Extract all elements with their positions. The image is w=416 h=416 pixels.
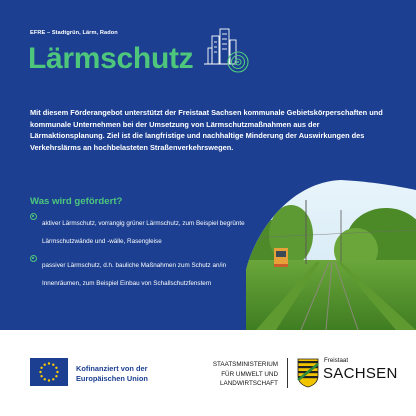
city-buildings-target-icon xyxy=(200,24,252,76)
eu-flag-icon xyxy=(30,358,68,386)
list-item-text: passiver Lärmschutz, d.h. bauliche Maßnahmen zum Schutz an/in Innenräumen, zum Beispiel Einbau von Schallschutzfenstern xyxy=(42,262,227,287)
bullet-circle-icon xyxy=(30,213,37,220)
list-item-text: aktiver Lärmschutz, vorrangig grüner Lärmschutz, zum Beispiel begrünte Lärmschutzwände und -wälle, Rasengleise xyxy=(42,220,245,245)
land-label-big: SACHSEN xyxy=(323,365,398,382)
tram-on-green-track-photo xyxy=(246,180,416,330)
logo-divider xyxy=(287,358,288,388)
ministry-name: STAATSMINISTERIUM FÜR UMWELT UND LANDWIRTSCHAFT xyxy=(212,361,278,388)
eu-cofunding-label: Kofinanziert von der Europäischen Union xyxy=(76,364,148,383)
land-label-small: Freistaat xyxy=(324,357,349,364)
funded-heading: Was wird gefördert? xyxy=(30,196,123,207)
list-item xyxy=(30,212,252,248)
intro-text: Mit diesem Förderangebot unterstützt der Freistaat Sachsen kommunale Gebietskörperschaften und kommunale Unternehmen bei der Umsetzung von Lärmschutzmaßnahmen aus der Lärmaktionsplanung. Ziel ist die langfristige und nachhaltige Minderung der Auswirkungen des Verkehrslärms an hochbelasteten Straßenverkehrswegen. xyxy=(30,108,383,152)
bullet-circle-icon xyxy=(30,255,37,262)
footer xyxy=(0,330,416,416)
saxony-crest-icon xyxy=(297,358,319,388)
list-item xyxy=(30,254,252,290)
page-title: Lärmschutz xyxy=(28,42,194,75)
program-kicker: EFRE – Stadtgrün, Lärm, Radon xyxy=(30,30,118,36)
funded-list xyxy=(30,212,252,296)
